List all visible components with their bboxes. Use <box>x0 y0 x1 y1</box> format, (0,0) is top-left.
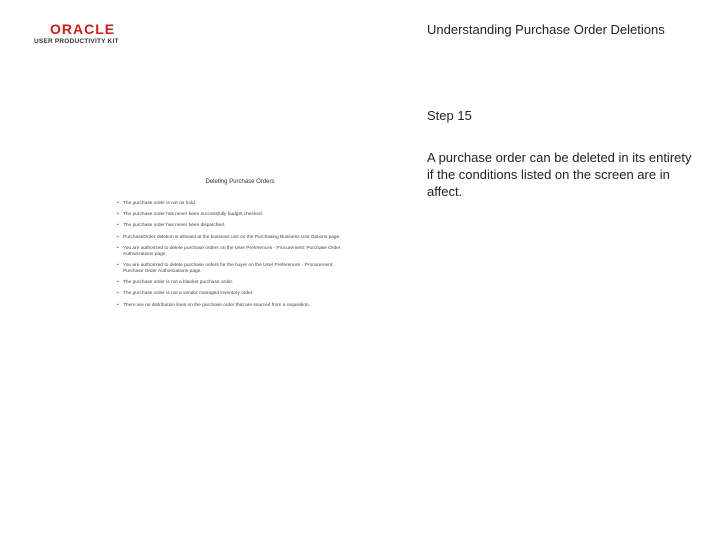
condition-text: The purchase order is not a vendor managed inventory order. <box>123 291 254 297</box>
bullet-icon: • <box>117 212 119 218</box>
condition-text: The purchase order is not a blanket purchase order. <box>123 280 234 286</box>
bullet-icon: • <box>117 291 119 297</box>
condition-text: You are authorized to delete purchase orders for the buyer on the User Preferences - Procurement: Purchase Order Authorizations page. <box>123 262 334 274</box>
conditions-list <box>117 201 352 314</box>
bullet-icon: • <box>117 234 119 240</box>
condition-item <box>117 280 352 286</box>
logo-brand: ORACLE <box>50 21 116 37</box>
step-label: Step 15 <box>427 108 472 123</box>
condition-item <box>117 223 352 229</box>
condition-item <box>117 235 352 241</box>
bullet-icon: • <box>117 302 119 308</box>
condition-text: The purchase order is not on hold. <box>123 201 197 206</box>
condition-item <box>117 303 352 309</box>
condition-item <box>117 201 352 207</box>
condition-text: The purchase order has never been dispatched. <box>123 223 226 229</box>
condition-text: PurchaseOrder deletion is allowed at the business unit on the Purchasing Business Unit Options page. <box>123 234 341 240</box>
bullet-icon: • <box>117 262 119 268</box>
topic-title: Understanding Purchase Order Deletions <box>427 22 665 37</box>
bullet-icon: • <box>117 223 119 229</box>
condition-text: There are no distribution lines on the purchase order that are sourced from a requisition. <box>123 302 310 308</box>
condition-item <box>117 212 352 218</box>
bullet-icon: • <box>117 245 119 251</box>
step-description: A purchase order can be deleted in its entirety if the conditions listed on the screen are in affect. <box>427 150 692 199</box>
logo-subtitle: USER PRODUCTIVITY KIT <box>34 38 119 45</box>
bullet-icon: • <box>117 201 119 206</box>
condition-text: The purchase order has never been successfully budget checked. <box>123 212 263 218</box>
condition-item <box>117 246 352 258</box>
screen-title: Deleting Purchase Orders <box>205 179 275 185</box>
bullet-icon: • <box>117 280 119 286</box>
condition-item <box>117 263 352 275</box>
oracle-upk-logo <box>34 22 124 46</box>
condition-item <box>117 291 352 297</box>
condition-text: You are authorized to delete purchase orders on the User Preferences - Procurement: Purchase Order Authorizations page. <box>123 245 341 257</box>
